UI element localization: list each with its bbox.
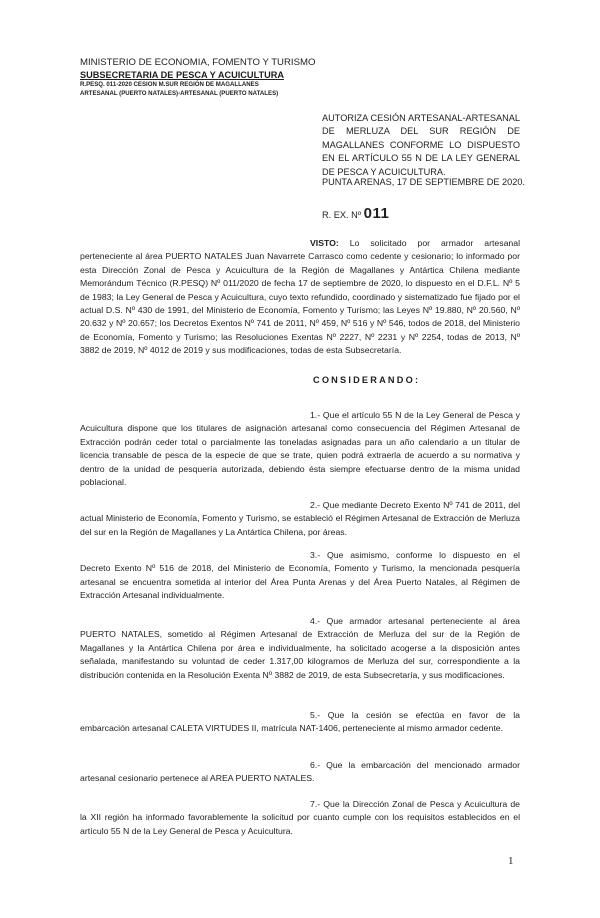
visto-label: VISTO: <box>310 238 339 248</box>
considerando-4: 4.- Que armador artesanal perteneciente al área PUERTO NATALES, sometido al Régimen Artesanal de Extracción de Merluza del sur de la Región de Magallanes y la Antártica Chilena por área e individualmente, ha solicitado acogerse a la disposición antes señalada, manifestando su voluntad de ceder 1.317,00 kilogramos de Merluza del sur, correspondiente a la distribución contenida en la Resolución Exenta Nº 3882 de 2019, de esta Subsecretaría, y sus modificaciones. <box>80 616 520 680</box>
reference-line-2: ARTESANAL (PUERTO NATALES)-ARTESANAL (PUERTO NATALES) <box>80 89 279 97</box>
considerando-6: 6.- Que la embarcación del mencionado armador artesanal cesionario pertenece al AREA PUERTO NATALES. <box>80 760 520 784</box>
ministry-name: MINISTERIO DE ECONOMIA, FOMENTO Y TURISMO <box>80 57 316 68</box>
letterhead <box>80 57 350 98</box>
considerando-heading: CONSIDERANDO: <box>313 375 421 385</box>
resolution-prefix: R. EX. Nº <box>322 210 362 220</box>
resolution-number-value: 011 <box>363 205 390 222</box>
reference-line-1: R.PESQ. 011-2020 CESION M.SUR REGIÓN DE MAGALLANES <box>80 81 259 88</box>
considerando-3: 3.- Que asimismo, conforme lo dispuesto en el Decreto Exento Nº 516 de 2018, del Ministerio de Economía, Fomento y Turismo, la mencionada pesquería artesanal se encuentra sometida al interior del Área Punta Arenas y del Área Puerto Natales, al Régimen de Extracción Artesanal individualmente. <box>80 550 520 601</box>
page-number: 1 <box>508 855 514 867</box>
considerando-1: 1.- Que el artículo 55 N de la Ley General de Pesca y Acuicultura dispone que los titulares de asignación artesanal como consecuencia del Régimen Artesanal de Extracción podrán ceder total o parcialmente las toneladas asignadas para un año calendario a un titular de licencia transable de pesca de la especie de que se trate, quien podrá extraerla de acuerdo a su normativa y dentro de la unidad de pesquería autorizada, debiendo ésta siempre efectuarse dentro de la misma unidad poblacional. <box>80 410 520 488</box>
considerando-7: 7.- Que la Dirección Zonal de Pesca y Acuicultura de la XII región ha informado favorablemente la solicitud por cuanto cumple con los requisitos establecidos en el artículo 55 N de la Ley General de Pesca y Acuicultura. <box>80 799 520 836</box>
resolution-subject: AUTORIZA CESIÓN ARTESANAL-ARTESANAL DE MERLUZA DEL SUR REGIÓN DE MAGALLANES CONFORME LO DISPUESTO EN EL ARTÍCULO 55 N DE LA LEY GENERAL DE PESCA Y ACUICULTURA. <box>322 113 520 177</box>
subsecretaria-name: SUBSECRETARIA DE PESCA Y ACUICULTURA <box>80 70 285 80</box>
visto-paragraph <box>80 237 520 358</box>
visto-text: Lo solicitado por armador artesanal perteneciente al área PUERTO NATALES Juan Navarrete Carrasco como cedente y cesionario; lo informado por esta Dirección Zonal de Pesca y Acuicultura de la Región de Magallanes y Antártica Chilena mediante Memorándum Técnico (R.PESQ) Nº 011/2020 de fecha 17 de septiembre de 2020, lo dispuesto en el D.F.L. Nº 5 de 1983; la Ley General de Pesca y Acuicultura, cuyo texto refundido, coordinado y sistematizado fue fijado por el actual D.S. Nº 430 de 1991, del Ministerio de Economía, Fomento y Turismo; las Leyes Nº 19.880, Nº 20.560, Nº 20.632 y Nº 20.657; los Decretos Exentos Nº 741 de 2011, Nº 459, Nº 516 y Nº 546, todos de 2018, del Ministerio de Economía, Fomento y Turismo; las Resoluciones Exentas Nº 2227, Nº 2231 y Nº 2254, todas de 2013, Nº 3882 de 2019, Nº 4012 de 2019 y sus modificaciones, todas de esta Subsecretaría. <box>80 238 520 356</box>
place-date: PUNTA ARENAS, 17 DE SEPTIEMBRE DE 2020. <box>322 177 526 187</box>
considerando-2: 2.- Que mediante Decreto Exento Nº 741 de 2011, del actual Ministerio de Economía, Fomento y Turismo, se estableció el Régimen Artesanal de Extracción de Merluza del sur en la Región de Magallanes y La Antártica Chilena, por áreas. <box>80 500 520 537</box>
resolution-number <box>322 205 389 222</box>
considerando-5: 5.- Que la cesión se efectúa en favor de la embarcación artesanal CALETA VIRTUDES II, matrícula NAT-1406, perteneciente al mismo armador cedente. <box>80 710 520 734</box>
